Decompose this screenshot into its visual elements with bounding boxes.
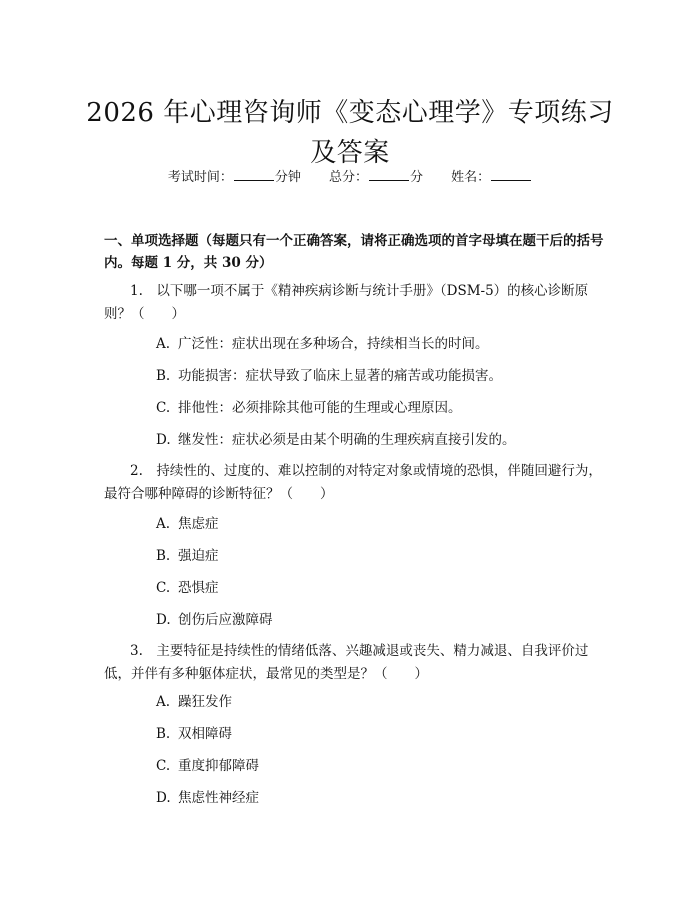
title-line-1: 2026 年心理咨询师《变态心理学》专项练习	[86, 98, 614, 129]
option-letter: D.	[156, 612, 171, 628]
option-text: 焦虑性神经症	[178, 790, 259, 806]
option-letter: B.	[156, 368, 171, 384]
exam-time-unit: 分钟	[274, 170, 301, 185]
option-letter: A.	[156, 336, 171, 352]
question-3-option-b	[156, 724, 616, 744]
question-1-stem: 1. 以下哪一项不属于《精神疾病诊断与统计手册》（DSM-5）的核心诊断原则？（ ）	[104, 283, 589, 322]
question-1-option-c	[156, 398, 616, 418]
title-line-2: 及答案	[310, 138, 390, 169]
option-text: 躁狂发作	[178, 694, 232, 710]
question-2-option-d	[156, 610, 616, 630]
option-text: 双相障碍	[178, 726, 232, 742]
option-text: 排他性：必须排除其他可能的生理或心理原因。	[178, 400, 462, 416]
question-3-stem: 3. 主要特征是持续性的情绪低落、兴趣减退或丧失、精力减退、自我评价过低，并伴有多种躯体症状，最常见的类型是？（ ）	[104, 643, 589, 682]
question-2-option-b	[156, 546, 616, 566]
question-2-option-c	[156, 578, 616, 598]
total-score-unit: 分	[410, 170, 424, 185]
option-letter: B.	[156, 726, 171, 742]
name-blank	[491, 168, 531, 181]
question-3-option-a	[156, 692, 616, 712]
exam-info	[0, 168, 700, 188]
total-score-blank	[369, 168, 409, 181]
option-letter: C.	[156, 400, 171, 416]
total-score-label: 总分：	[328, 170, 368, 185]
option-text: 强迫症	[178, 548, 219, 564]
exam-time-label: 考试时间：	[167, 170, 233, 185]
option-text: 恐惧症	[178, 580, 219, 596]
option-text: 创伤后应激障碍	[178, 612, 273, 628]
name-field	[451, 168, 532, 188]
question-2-option-a	[156, 514, 616, 534]
option-letter: A.	[156, 694, 171, 710]
question-3-option-d	[156, 788, 616, 808]
question-2-stem: 2. 持续性的、过度的、难以控制的对特定对象或情境的恐惧，伴随回避行为，最符合哪种障碍的诊断特征？（ ）	[104, 463, 602, 502]
option-letter: A.	[156, 516, 171, 532]
option-letter: C.	[156, 580, 171, 596]
name-label: 姓名：	[451, 170, 491, 185]
question-1-option-d	[156, 430, 616, 450]
option-text: 广泛性：症状出现在多种场合，持续相当长的时间。	[178, 336, 489, 352]
question-1-option-a	[156, 334, 616, 354]
option-text: 焦虑症	[178, 516, 219, 532]
exam-time-field	[168, 168, 301, 188]
question-3-option-c	[156, 756, 616, 776]
option-text: 功能损害：症状导致了临床上显著的痛苦或功能损害。	[178, 368, 502, 384]
exam-time-blank	[234, 168, 274, 181]
option-letter: D.	[156, 790, 171, 806]
option-text: 继发性：症状必须是由某个明确的生理疾病直接引发的。	[178, 432, 516, 448]
section-heading: 一、单项选择题（每题只有一个正确答案，请将正确选项的首字母填在题干后的括号内。每题 1 分，共 30 分）	[104, 233, 604, 271]
option-letter: C.	[156, 758, 171, 774]
option-letter: D.	[156, 432, 171, 448]
document-title	[0, 93, 700, 173]
option-letter: B.	[156, 548, 171, 564]
option-text: 重度抑郁障碍	[178, 758, 259, 774]
total-score-field	[329, 168, 423, 188]
question-1-option-b	[156, 366, 616, 386]
